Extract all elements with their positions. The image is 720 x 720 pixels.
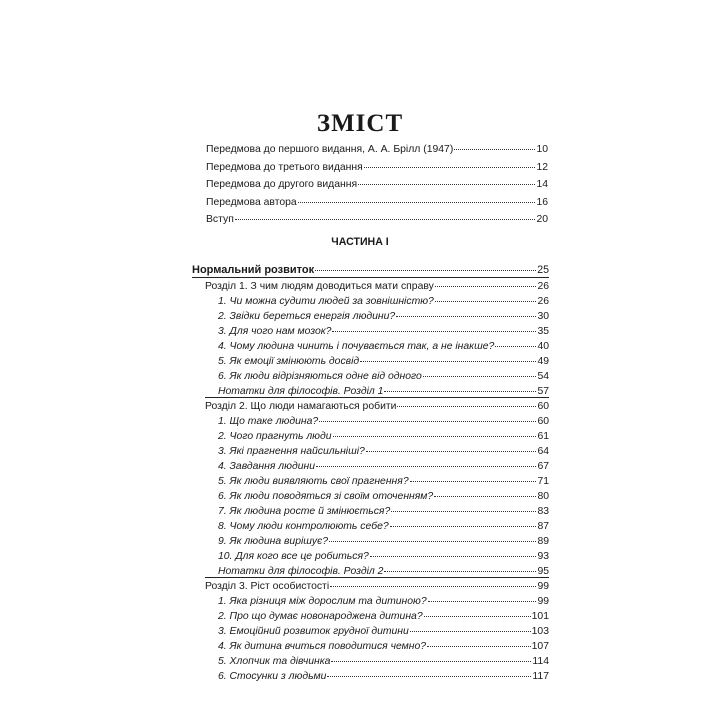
toc-item <box>218 310 549 323</box>
toc-item-label: 9. Як людина вирішує? <box>218 536 329 547</box>
toc-item-label: 2. Про що думає новонароджена дитина? <box>218 611 423 622</box>
toc-item <box>218 445 549 458</box>
leader-dots <box>434 496 536 497</box>
toc-entry-page: 16 <box>536 197 548 208</box>
toc-item <box>218 610 549 623</box>
toc-item <box>218 430 549 443</box>
toc-item-page: 67 <box>537 461 549 472</box>
toc-item-label: 6. Як люди відрізняються одне від одного <box>218 371 422 382</box>
toc-item-page: 101 <box>531 611 549 622</box>
toc-item-page: 35 <box>537 326 549 337</box>
toc-item-label: 1. Чи можна судити людей за зовнішністю? <box>218 296 434 307</box>
toc-item-label: 3. Які прагнення найсильніші? <box>218 446 365 457</box>
toc-item <box>218 460 549 473</box>
toc-item-label: 2. Звідки береться енергія людини? <box>218 311 396 322</box>
toc-entry <box>206 161 548 174</box>
leader-dots <box>424 616 531 617</box>
toc-chapter <box>205 400 549 413</box>
toc-item-page: 60 <box>537 416 549 427</box>
toc-item-label: 5. Як емоції змінюють досвід <box>218 356 360 367</box>
leader-dots <box>390 526 537 527</box>
toc-item-page: 80 <box>537 491 549 502</box>
leader-dots <box>331 661 531 662</box>
leader-dots <box>410 631 531 632</box>
toc-entry-label: Передмова до першого видання, А. А. Брілл (1947) <box>206 144 454 155</box>
toc-chapter-page: 99 <box>537 581 549 592</box>
leader-dots <box>423 376 537 377</box>
leader-dots <box>428 601 537 602</box>
toc-item <box>218 625 549 638</box>
toc-item-page: 71 <box>537 476 549 487</box>
toc-entry-page: 10 <box>536 144 548 155</box>
toc-item-label: 8. Чому люди контролюють себе? <box>218 521 389 532</box>
leader-dots <box>391 511 536 512</box>
toc-item-page: 30 <box>537 311 549 322</box>
toc-item <box>218 355 549 368</box>
leader-dots <box>435 286 537 287</box>
leader-dots <box>366 451 537 452</box>
leader-dots <box>396 316 536 317</box>
toc-item-label: 6. Як люди поводяться зі своїм оточенням? <box>218 491 434 502</box>
toc-item-label: 6. Стосунки з людьми <box>218 671 327 682</box>
chapter-divider <box>205 397 549 398</box>
leader-dots <box>454 149 535 150</box>
leader-dots <box>235 219 536 220</box>
toc-notes-page: 95 <box>537 566 549 577</box>
toc-item <box>218 595 549 608</box>
toc-item-label: 1. Яка різниця між дорослим та дитиною? <box>218 596 427 607</box>
leader-dots <box>364 167 536 168</box>
toc-item-label: 4. Завдання людини <box>218 461 315 472</box>
toc-item-label: 5. Як люди виявляють свої прагнення? <box>218 476 409 487</box>
toc-entry-label: Вступ <box>206 214 234 225</box>
toc-entry-label: Передмова автора <box>206 197 297 208</box>
toc-item-page: 83 <box>537 506 549 517</box>
leader-dots <box>358 184 535 185</box>
toc-section-label: Нормальний розвиток <box>192 264 315 276</box>
toc-item-page: 117 <box>532 671 549 682</box>
leader-dots <box>360 361 536 362</box>
toc-item-label: 3. Для чого нам мозок? <box>218 326 332 337</box>
toc-entry <box>206 178 548 191</box>
toc-item-label: 2. Чого прагнуть люди <box>218 431 332 442</box>
toc-chapter-label: Розділ 1. З чим людям доводиться мати справу <box>205 281 434 292</box>
leader-dots <box>319 421 536 422</box>
toc-item <box>218 490 549 503</box>
toc-item-page: 99 <box>537 596 549 607</box>
toc-item-label: 4. Чому людина чинить і почувається так, а не інакше? <box>218 341 495 352</box>
toc-chapter <box>205 280 549 293</box>
leader-dots <box>333 436 537 437</box>
toc-item <box>218 535 549 548</box>
leader-dots <box>495 346 536 347</box>
toc-item-label: 1. Що таке людина? <box>218 416 319 427</box>
toc-chapter-page: 60 <box>537 401 549 412</box>
leader-dots <box>435 301 537 302</box>
toc-item-page: 114 <box>532 656 549 667</box>
leader-dots <box>298 202 536 203</box>
leader-dots <box>384 571 536 572</box>
toc-item-page: 54 <box>537 371 549 382</box>
chapter-divider <box>205 577 549 578</box>
toc-item <box>218 550 549 563</box>
toc-item-page: 107 <box>531 641 549 652</box>
toc-item-page: 40 <box>537 341 549 352</box>
toc-entry <box>206 143 548 156</box>
toc-item-label: 5. Хлопчик та дівчинка <box>218 656 331 667</box>
toc-entry-page: 20 <box>536 214 548 225</box>
toc-item-page: 103 <box>531 626 549 637</box>
toc-chapter-label: Розділ 2. Що люди намагаються робити <box>205 401 397 412</box>
section-divider <box>192 277 549 278</box>
toc-item <box>218 520 549 533</box>
part-heading: ЧАСТИНА І <box>331 236 389 248</box>
toc-entry-label: Передмова до другого видання <box>206 179 358 190</box>
toc-item <box>218 655 549 668</box>
toc-item-label: 7. Як людина росте й змінюється? <box>218 506 391 517</box>
toc-chapter <box>205 580 549 593</box>
leader-dots <box>329 541 536 542</box>
toc-notes-label: Нотатки для філософів. Розділ 1 <box>218 386 384 397</box>
toc-entry <box>206 196 548 209</box>
toc-section <box>192 264 549 277</box>
toc-item-page: 64 <box>537 446 549 457</box>
toc-item-label: 4. Як дитина вчиться поводитися чемно? <box>218 641 427 652</box>
toc-entry <box>206 213 548 226</box>
toc-item-page: 61 <box>537 431 549 442</box>
toc-item <box>218 325 549 338</box>
toc-entry-page: 14 <box>536 179 548 190</box>
toc-item <box>218 640 549 653</box>
toc-item <box>218 670 549 683</box>
toc-item <box>218 415 549 428</box>
toc-chapter-label: Розділ 3. Ріст особистості <box>205 581 330 592</box>
toc-item-page: 89 <box>537 536 549 547</box>
toc-chapter-page: 26 <box>537 281 549 292</box>
toc-item <box>218 370 549 383</box>
toc-notes-label: Нотатки для філософів. Розділ 2 <box>218 566 384 577</box>
toc-item-page: 87 <box>537 521 549 532</box>
leader-dots <box>327 676 531 677</box>
toc-item-page: 49 <box>537 356 549 367</box>
leader-dots <box>370 556 537 557</box>
leader-dots <box>397 406 536 407</box>
toc-entry-label: Передмова до третього видання <box>206 162 363 173</box>
toc-notes-page: 57 <box>537 386 549 397</box>
toc-item <box>218 475 549 488</box>
toc-item-page: 93 <box>537 551 549 562</box>
toc-item-label: 10. Для кого все це робиться? <box>218 551 369 562</box>
leader-dots <box>410 481 537 482</box>
leader-dots <box>427 646 531 647</box>
toc-item <box>218 340 549 353</box>
leader-dots <box>384 391 536 392</box>
leader-dots <box>316 466 536 467</box>
toc-item-page: 26 <box>537 296 549 307</box>
toc-section-page: 25 <box>537 264 549 276</box>
toc-entry-page: 12 <box>536 162 548 173</box>
leader-dots <box>330 586 536 587</box>
leader-dots <box>315 270 536 271</box>
toc-item <box>218 505 549 518</box>
toc-item-label: 3. Емоційний розвиток грудної дитини <box>218 626 409 637</box>
leader-dots <box>332 331 536 332</box>
page-title: ЗМІСТ <box>316 110 404 137</box>
toc-item <box>218 295 549 308</box>
